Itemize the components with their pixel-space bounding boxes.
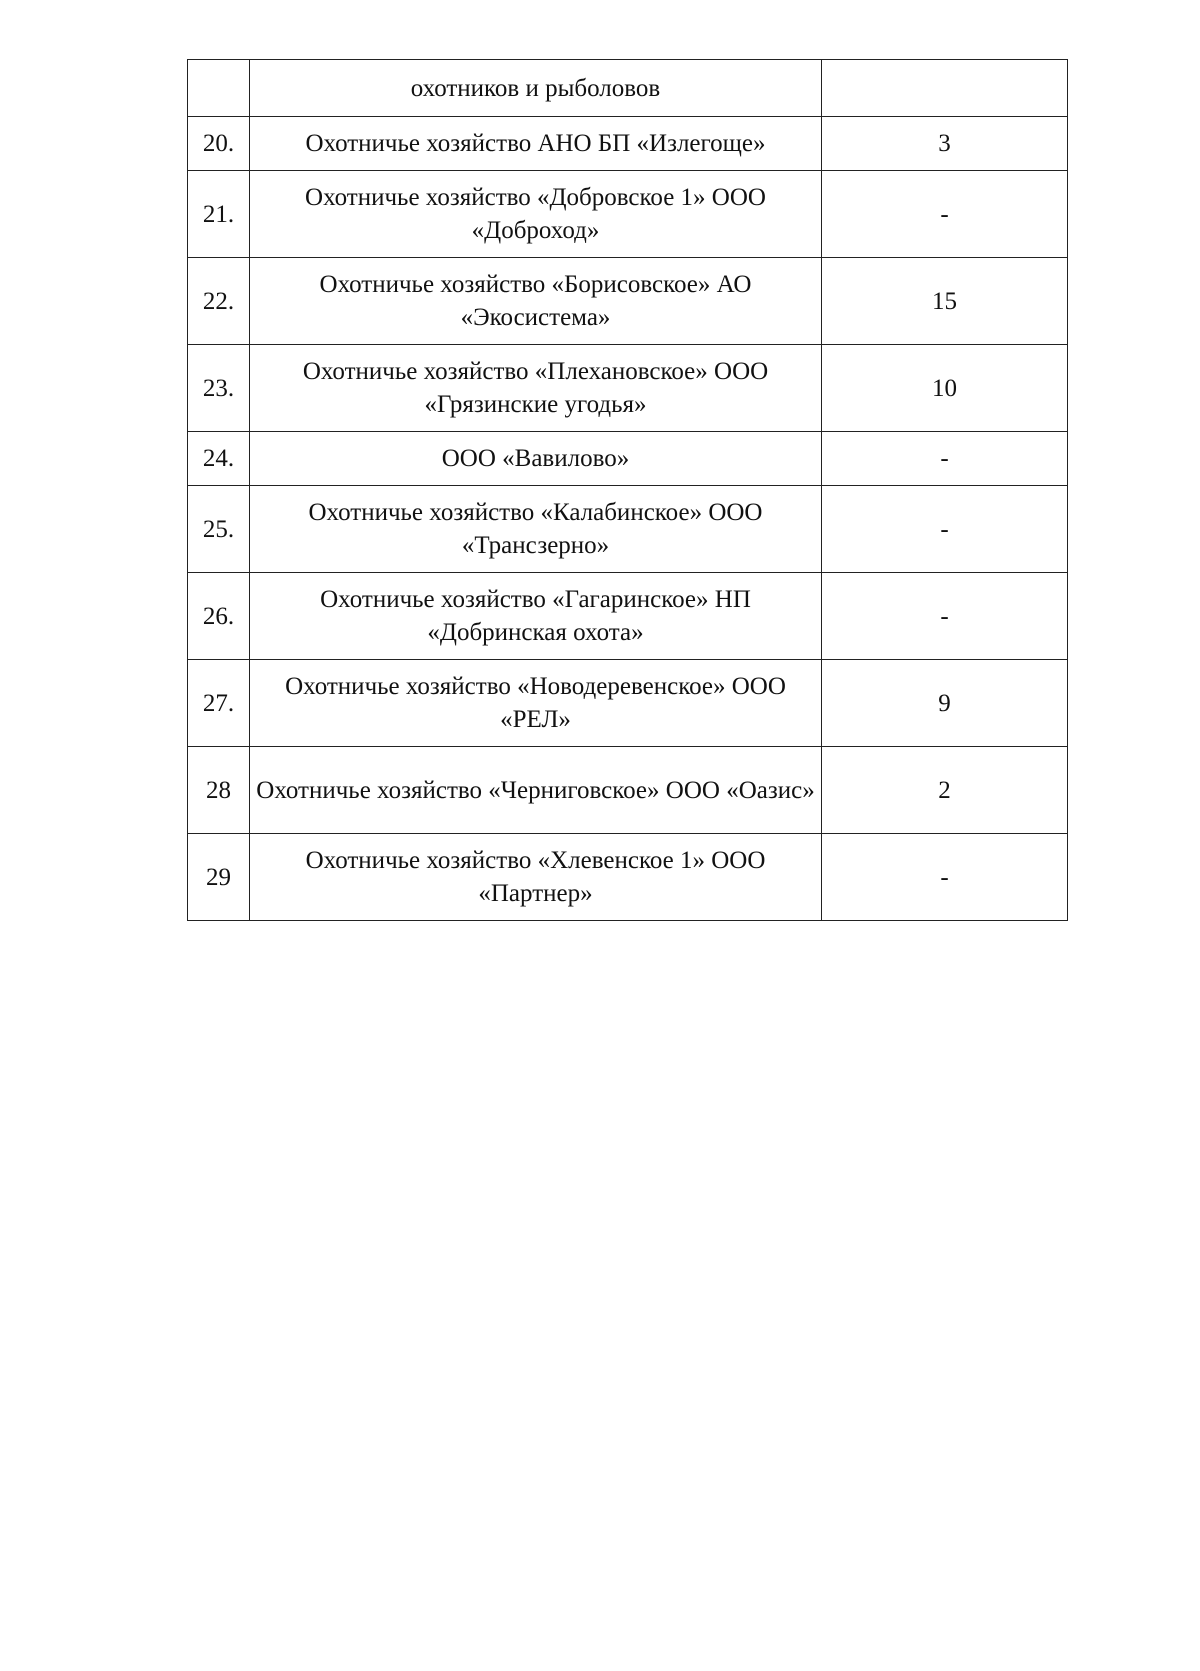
row-number-cell: 22. (188, 258, 250, 345)
table-row (188, 834, 1068, 921)
row-number-cell: 21. (188, 171, 250, 258)
row-number-cell: 23. (188, 345, 250, 432)
organization-name-cell: Охотничье хозяйство «Калабинское» ООО «Трансзерно» (250, 486, 822, 573)
value-cell: 10 (822, 345, 1068, 432)
organization-name-cell: Охотничье хозяйство «Гагаринское» НП «Добринская охота» (250, 573, 822, 660)
organization-name-cell: Охотничье хозяйство «Борисовское» АО «Экосистема» (250, 258, 822, 345)
table-row (188, 60, 1068, 117)
table-row (188, 258, 1068, 345)
hunting-grounds-table (187, 59, 1068, 921)
table-row (188, 573, 1068, 660)
organization-name-cell: ООО «Вавилово» (250, 432, 822, 486)
value-cell (822, 60, 1068, 117)
value-cell: 3 (822, 117, 1068, 171)
row-number-cell (188, 60, 250, 117)
table-row (188, 117, 1068, 171)
value-cell: 2 (822, 747, 1068, 834)
value-cell: - (822, 432, 1068, 486)
value-cell: - (822, 171, 1068, 258)
row-number-cell: 24. (188, 432, 250, 486)
organization-name-cell: Охотничье хозяйство АНО БП «Излегоще» (250, 117, 822, 171)
organization-name-cell: Охотничье хозяйство «Добровское 1» ООО «Доброход» (250, 171, 822, 258)
value-cell: - (822, 486, 1068, 573)
table-row (188, 432, 1068, 486)
value-cell: 15 (822, 258, 1068, 345)
table-row (188, 660, 1068, 747)
organization-name-cell: Охотничье хозяйство «Хлевенское 1» ООО «Партнер» (250, 834, 822, 921)
value-cell: 9 (822, 660, 1068, 747)
row-number-cell: 26. (188, 573, 250, 660)
row-number-cell: 25. (188, 486, 250, 573)
row-number-cell: 20. (188, 117, 250, 171)
row-number-cell: 27. (188, 660, 250, 747)
value-cell: - (822, 573, 1068, 660)
table-row (188, 171, 1068, 258)
organization-name-cell: охотников и рыболовов (250, 60, 822, 117)
row-number-cell: 29 (188, 834, 250, 921)
organization-name-cell: Охотничье хозяйство «Черниговское» ООО «Оазис» (250, 747, 822, 834)
organization-name-cell: Охотничье хозяйство «Плехановское» ООО «Грязинские угодья» (250, 345, 822, 432)
table-row (188, 747, 1068, 834)
table-row (188, 345, 1068, 432)
organization-name-cell: Охотничье хозяйство «Новодеревенское» ООО «РЕЛ» (250, 660, 822, 747)
value-cell: - (822, 834, 1068, 921)
row-number-cell: 28 (188, 747, 250, 834)
table-row (188, 486, 1068, 573)
